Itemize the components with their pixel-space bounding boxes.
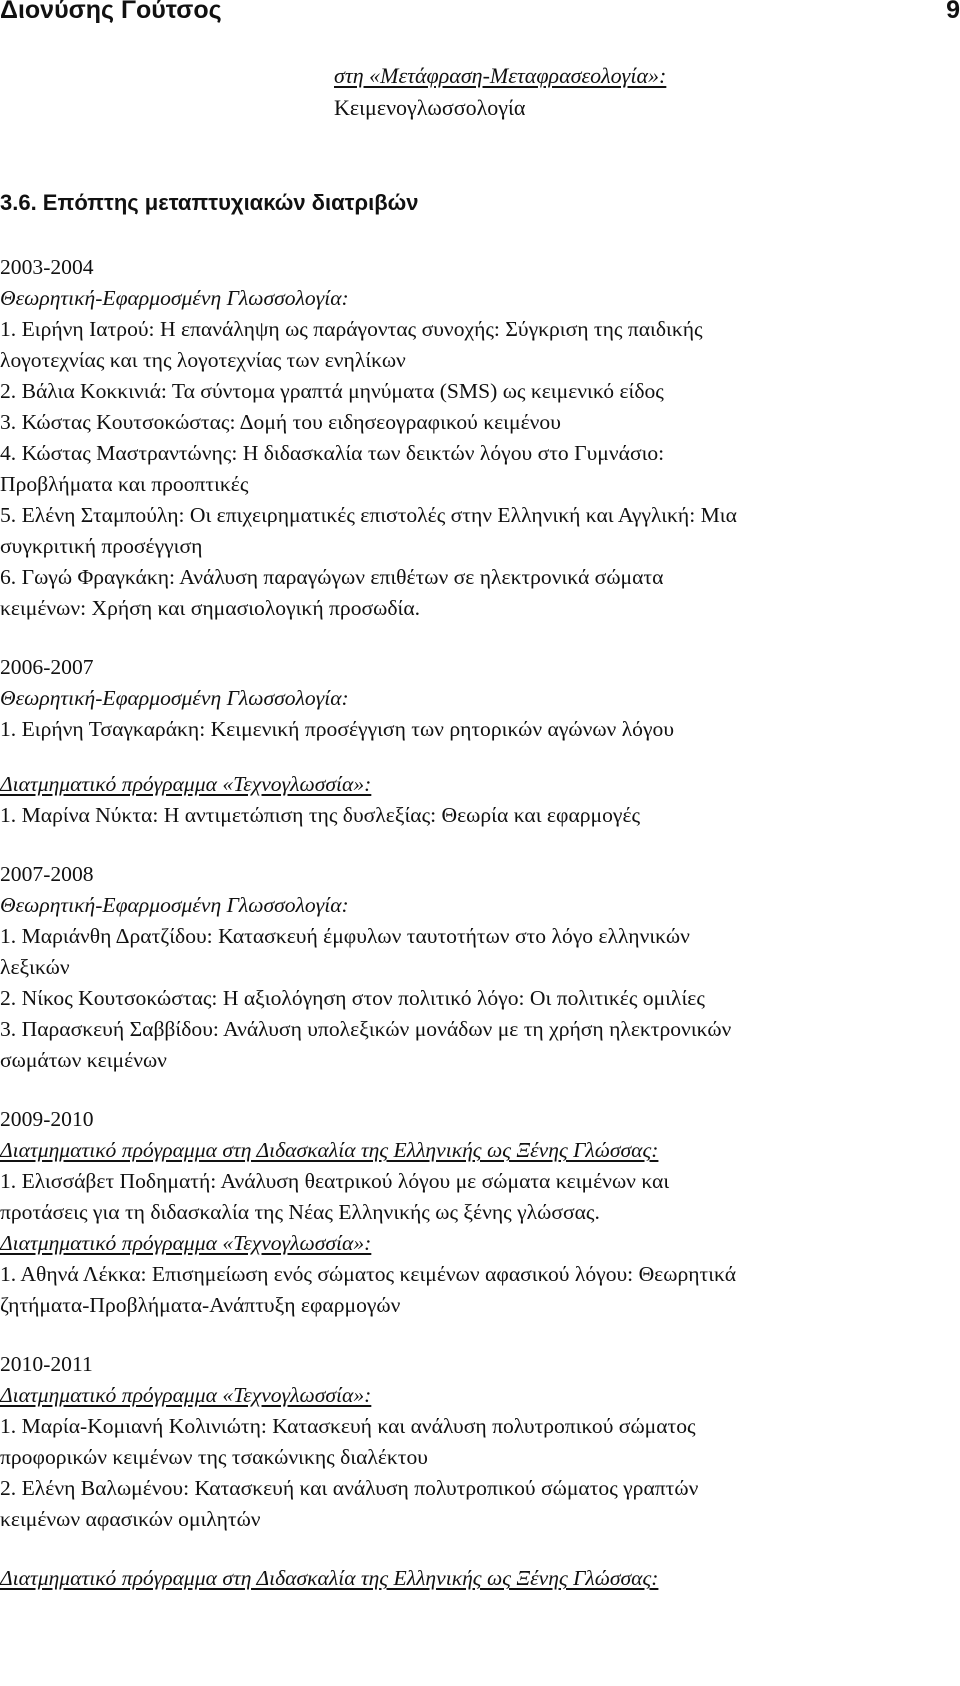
thesis-entry: 1. Μαρίνα Νύκτα: Η αντιμετώπιση της δυσλεξίας: Θεωρία και εφαρμογές xyxy=(0,803,641,827)
thesis-entry: 2. Βάλια Κοκκινιά: Τα σύντομα γραπτά μηνύματα (SMS) ως κειμενικό είδος xyxy=(0,379,664,403)
thesis-entry-cont: συγκριτική προσέγγιση xyxy=(0,534,203,558)
thesis-entry: 2. Ελένη Βαλωμένου: Κατασκευή και ανάλυση πολυτροπικού σώματος γραπτών xyxy=(0,1476,699,1500)
spacer xyxy=(0,624,955,652)
header-author: Διονύσης Γούτσος xyxy=(0,0,222,24)
thesis-entry-cont: προφορικών κειμένων της τσακώνικης διαλέκτου xyxy=(0,1445,428,1469)
thesis-entry: 3. Παρασκευή Σαββίδου: Ανάλυση υπολεξικών μονάδων με τη χρήση ηλεκτρονικών xyxy=(0,1017,732,1041)
program-label: Διατμηματικό πρόγραμμα «Τεχνογλωσσία»: xyxy=(0,772,372,796)
program-label: Διατμηματικό πρόγραμμα «Τεχνογλωσσία»: xyxy=(0,1231,372,1255)
thesis-entry-cont: λεξικών xyxy=(0,955,70,979)
thesis-entry-cont: σωμάτων κειμένων xyxy=(0,1048,167,1072)
thesis-entry: 4. Κώστας Μαστραντώνης: Η διδασκαλία των δεικτών λόγου στο Γυμνάσιο: xyxy=(0,441,665,465)
continuation-thesis: Κειμενογλωσσολογία xyxy=(334,95,526,120)
continuation-program: στη «Μετάφραση-Μεταφρασεολογία»: xyxy=(334,63,667,88)
program-label: Διατμηματικό πρόγραμμα στη Διδασκαλία της Ελληνικής ως Ξένης Γλώσσας: xyxy=(0,1138,659,1162)
thesis-entry: 1. Ειρήνη Ιατρού: Η επανάληψη ως παράγοντας συνοχής: Σύγκριση της παιδικής xyxy=(0,317,703,341)
thesis-entry-cont: λογοτεχνίας και της λογοτεχνίας των ενηλίκων xyxy=(0,348,406,372)
category-label: Θεωρητική-Εφαρμοσμένη Γλωσσολογία: xyxy=(0,286,349,310)
page-header xyxy=(0,0,960,28)
year-heading: 2007-2008 xyxy=(0,862,94,886)
continuation-block xyxy=(334,60,666,124)
thesis-entry: 6. Γωγώ Φραγκάκη: Ανάλυση παραγώγων επιθέτων σε ηλεκτρονικά σώματα xyxy=(0,565,664,589)
thesis-entry: 2. Νίκος Κουτσοκώστας: Η αξιολόγηση στον πολιτικό λόγο: Οι πολιτικές ομιλίες xyxy=(0,986,705,1010)
thesis-entry-cont: κειμένων αφασικών ομιλητών xyxy=(0,1507,261,1531)
thesis-entry-cont: κειμένων: Χρήση και σημασιολογική προσωδία. xyxy=(0,596,421,620)
supervision-list xyxy=(0,252,955,1594)
year-heading: 2006-2007 xyxy=(0,655,94,679)
thesis-entry-cont: Προβλήματα και προοπτικές xyxy=(0,472,249,496)
thesis-entry-cont: προτάσεις για τη διδασκαλία της Νέας Ελληνικής ως ξένης γλώσσας. xyxy=(0,1200,600,1224)
year-heading: 2010-2011 xyxy=(0,1352,93,1376)
spacer xyxy=(0,831,955,859)
category-label: Θεωρητική-Εφαρμοσμένη Γλωσσολογία: xyxy=(0,686,349,710)
page-number: 9 xyxy=(946,0,960,24)
spacer xyxy=(0,1076,955,1104)
thesis-entry: 1. Αθηνά Λέκκα: Επισημείωση ενός σώματος κειμένων αφασικού λόγου: Θεωρητικά xyxy=(0,1262,737,1286)
program-label: Διατμηματικό πρόγραμμα στη Διδασκαλία της Ελληνικής ως Ξένης Γλώσσας: xyxy=(0,1566,659,1590)
section-title: 3.6. Επόπτης μεταπτυχιακών διατριβών xyxy=(0,190,419,215)
thesis-entry: 3. Κώστας Κουτσοκώστας: Δομή του ειδησεογραφικού κειμένου xyxy=(0,410,561,434)
thesis-entry: 1. Μαρία-Κομιανή Κολινιώτη: Κατασκευή και ανάλυση πολυτροπικού σώματος xyxy=(0,1414,696,1438)
program-label: Διατμηματικό πρόγραμμα «Τεχνογλωσσία»: xyxy=(0,1383,372,1407)
spacer xyxy=(0,1321,955,1349)
thesis-entry: 1. Ελισσάβετ Ποδηματή: Ανάλυση θεατρικού λόγου με σώματα κειμένων και xyxy=(0,1169,670,1193)
thesis-entry: 1. Μαριάνθη Δρατζίδου: Κατασκευή έμφυλων ταυτοτήτων στο λόγο ελληνικών xyxy=(0,924,690,948)
year-heading: 2009-2010 xyxy=(0,1107,94,1131)
thesis-entry-cont: ζητήματα-Προβλήματα-Ανάπτυξη εφαρμογών xyxy=(0,1293,401,1317)
category-label: Θεωρητική-Εφαρμοσμένη Γλωσσολογία: xyxy=(0,893,349,917)
spacer xyxy=(0,1535,955,1563)
spacer xyxy=(0,745,955,769)
thesis-entry: 1. Ειρήνη Τσαγκαράκη: Κειμενική προσέγγιση των ρητορικών αγώνων λόγου xyxy=(0,717,675,741)
thesis-entry: 5. Ελένη Σταμπούλη: Οι επιχειρηματικές επιστολές στην Ελληνική και Αγγλική: Μια xyxy=(0,503,737,527)
year-heading: 2003-2004 xyxy=(0,255,94,279)
